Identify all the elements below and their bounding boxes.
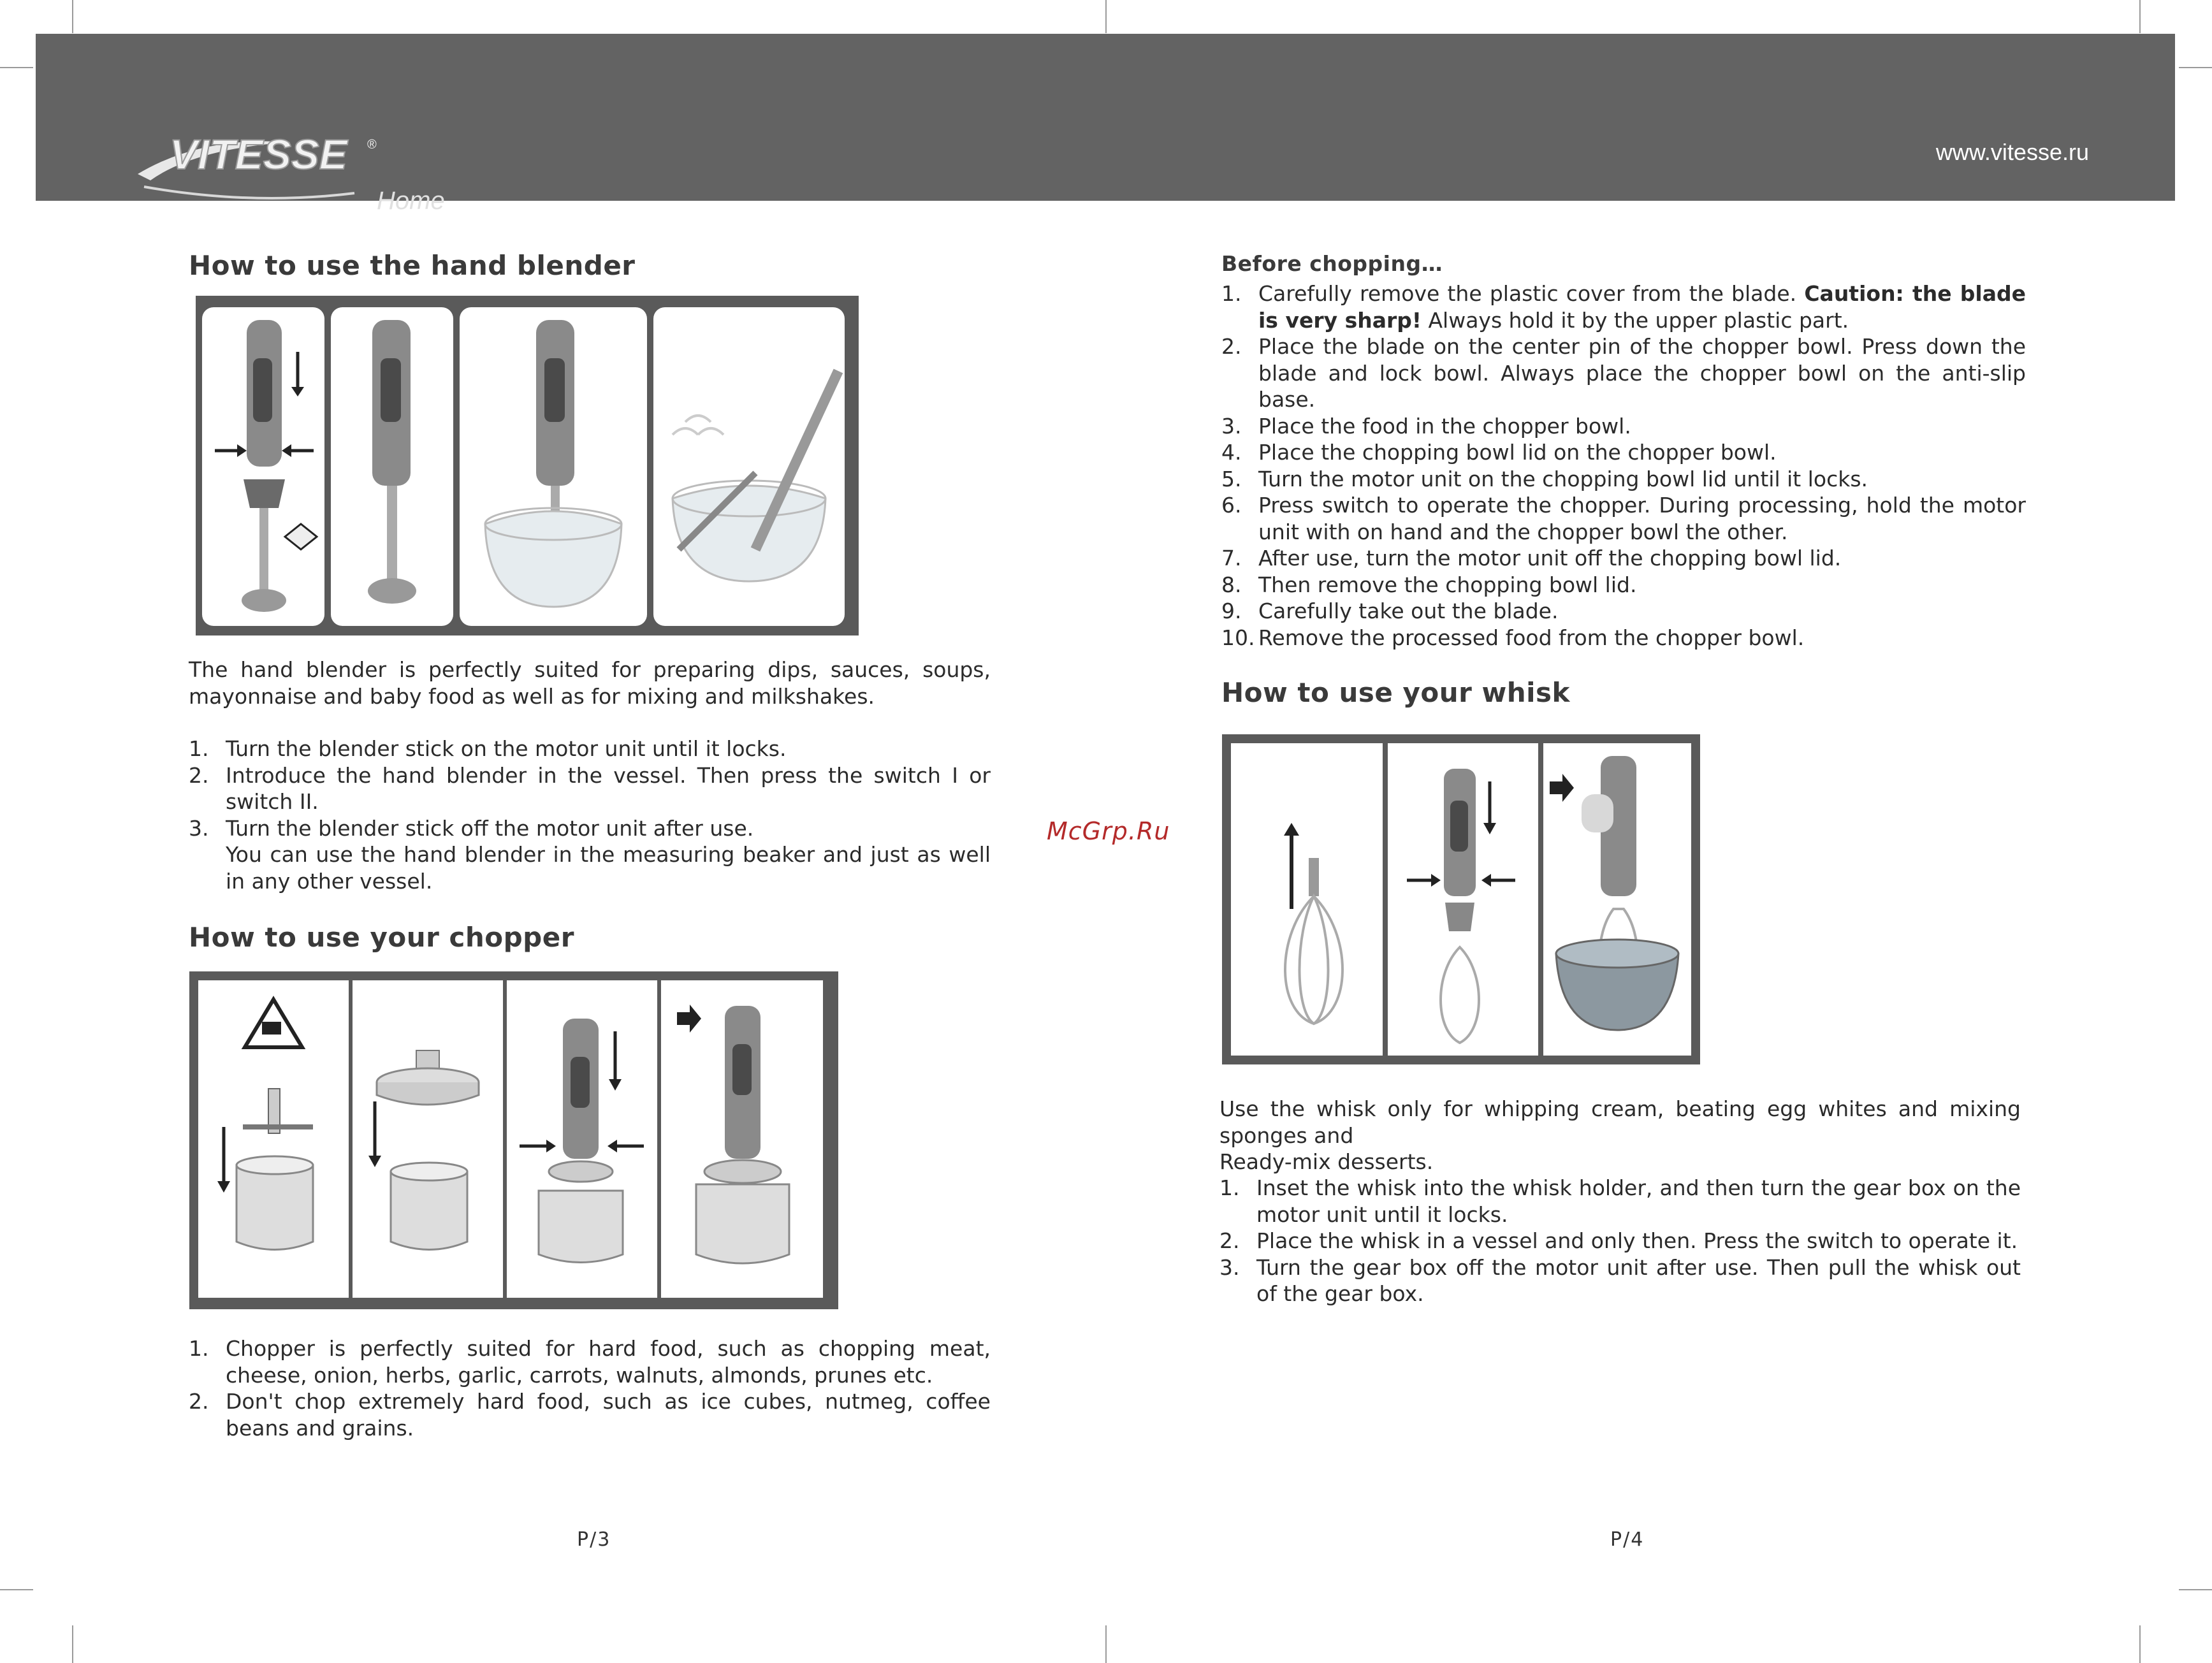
crop-mark	[2179, 67, 2212, 68]
whisk-intro	[1219, 1096, 2021, 1175]
crop-mark	[0, 67, 33, 68]
list-item: 1. Chopper is perfectly suited for hard food, such as chopping meat, cheese, onion, herbs, garlic, carrots, walnuts, almonds, prunes etc.	[189, 1336, 991, 1388]
list-item: 3. Turn the blender stick off the motor unit after use.	[189, 815, 754, 841]
list-item: 2. Place the whisk in a vessel and only then. Press the switch to operate it.	[1219, 1228, 2018, 1253]
chopper-step-4	[661, 980, 823, 1298]
crop-mark	[2139, 1625, 2141, 1663]
list-item: 10. Remove the processed food from the chopper bowl.	[1221, 625, 1805, 650]
crop-mark	[1105, 0, 1107, 33]
website-link[interactable]: www.vitesse.ru	[1935, 139, 2089, 165]
blender-intro: The hand blender is perfectly suited for preparing dips, sauces, soups, mayonnaise and baby food as well as for mixing and milkshakes.	[189, 657, 991, 709]
before-chopping-title: Before chopping…	[1221, 251, 1443, 276]
list-item: 9. Carefully take out the blade.	[1221, 599, 1559, 623]
list-item: 8. Then remove the chopping bowl lid.	[1221, 572, 1637, 597]
list-item: 1. Carefully remove the plastic cover from the blade. Caution: the blade is very sharp! Always hold it by the upper plastic part.	[1221, 281, 2026, 333]
page-number-left: P/3	[577, 1529, 611, 1551]
list-item: 2. Introduce the hand blender in the vessel. Then press the switch I or switch II.	[189, 762, 991, 814]
brand-name: VITESSE	[170, 131, 347, 178]
chopper-figure	[189, 971, 838, 1309]
crop-mark	[2139, 0, 2141, 33]
chopper-steps	[189, 1335, 991, 1441]
list-item: 4. Place the chopping bowl lid on the chopper bowl.	[1221, 440, 1777, 465]
crop-mark	[72, 0, 73, 33]
svg-text:®: ®	[367, 138, 377, 152]
blender-step-4	[653, 307, 845, 626]
whisk-intro-line: Ready-mix desserts.	[1219, 1149, 1434, 1174]
chopper-step-2	[353, 980, 503, 1298]
whisk-step-3	[1543, 743, 1691, 1056]
whisk-intro-line: Use the whisk only for whipping cream, beating egg whites and mixing sponges and	[1219, 1096, 2021, 1148]
whisk-steps	[1219, 1175, 2021, 1307]
whisk-title: How to use your whisk	[1221, 677, 1570, 708]
list-item: 7. After use, turn the motor unit off the chopping bowl lid.	[1221, 546, 1842, 570]
blender-figure	[196, 296, 859, 635]
list-item: 1. Turn the blender stick on the motor unit until it locks.	[189, 736, 787, 761]
list-item-note: You can use the hand blender in the measuring beaker and just as well in any other vessel.	[226, 842, 991, 894]
list-item: 5. Turn the motor unit on the chopping bowl lid until it locks.	[1221, 466, 1868, 491]
blender-step-3	[460, 307, 647, 626]
chopper-step-1	[198, 980, 349, 1298]
before-chopping-steps	[1221, 280, 2026, 651]
crop-mark	[0, 1589, 33, 1590]
list-item: 3. Turn the gear box off the motor unit after use. Then pull the whisk out of the gear box.	[1219, 1254, 2021, 1306]
list-item: 2. Place the blade on the center pin of the chopper bowl. Press down the blade and lock bowl. Always place the chopper bowl on the anti-slip base.	[1221, 334, 2026, 412]
blender-step-1	[202, 307, 324, 626]
list-item: 6. Press switch to operate the chopper. During processing, hold the motor unit with on hand and the chopper bowl the other.	[1221, 493, 2026, 544]
blender-step-2	[331, 307, 453, 626]
blender-title: How to use the hand blender	[189, 250, 636, 281]
whisk-figure	[1222, 734, 1700, 1064]
list-item: 3. Place the food in the chopper bowl.	[1221, 413, 1631, 439]
page-header	[36, 34, 2175, 215]
chopper-title: How to use your chopper	[189, 922, 574, 953]
chopper-step-3	[507, 980, 657, 1298]
crop-mark	[1105, 1625, 1107, 1663]
crop-mark	[2179, 1589, 2212, 1590]
page-number-right: P/4	[1610, 1529, 1645, 1551]
crop-mark	[72, 1625, 73, 1663]
blender-steps	[189, 736, 991, 894]
whisk-step-2	[1388, 743, 1538, 1056]
whisk-step-1	[1231, 743, 1383, 1056]
watermark: McGrp.Ru	[1047, 817, 1170, 845]
brand-sub: Home	[377, 187, 445, 215]
vitesse-logo	[125, 98, 482, 225]
list-item: 1. Inset the whisk into the whisk holder, and then turn the gear box on the motor unit until it locks.	[1219, 1175, 2021, 1227]
list-item: 2. Don't chop extremely hard food, such as ice cubes, nutmeg, coffee beans and grains.	[189, 1389, 991, 1441]
